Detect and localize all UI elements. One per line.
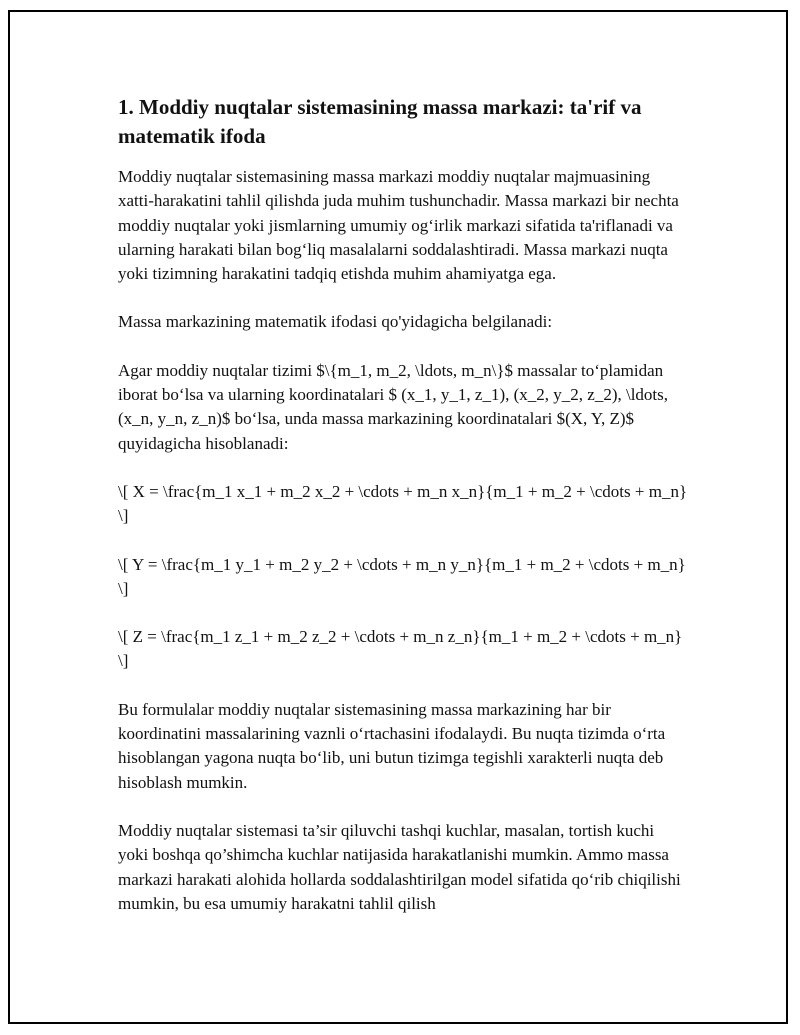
paragraph-definition-lead: Massa markazining matematik ifodasi qo'yidagicha belgilanadi: [118, 312, 553, 332]
paragraph-interpretation: Bu formulalar moddiy nuqtalar sistemasining massa markazining har bir koordinatini massalarining vaznli o‘rtachasini ifodalaydi. Bu nuqta tizimda o‘rta hisoblangan yagona nuqta bo‘lib, uni butun tizimga tegishli xarakterli nuqta deb hisoblash mumkin. [118, 699, 666, 792]
formula-x: \[ X = \frac{m_1 x_1 + m_2 x_2 + \cdots + m_n x_n}{m_1 + m_2 + \cdots + m_n} \] [118, 481, 688, 526]
formula-y: \[ Y = \frac{m_1 y_1 + m_2 y_2 + \cdots + m_n y_n}{m_1 + m_2 + \cdots + m_n} \] [118, 554, 686, 598]
section-heading: 1. Moddiy nuqtalar sistemasining massa markazi: ta'rif va matematik ifoda [118, 95, 642, 148]
document-content [118, 93, 688, 940]
paragraph-system-description: Agar moddiy nuqtalar tizimi $\{m_1, m_2, \ldots, m_n\}$ massalar to‘plamidan iborat bo‘lsa va ularning koordinatalari $ (x_1, y_1, z_1), (x_2, y_2, z_2), \ldots, (x_n, y_n, z_n)$ bo‘lsa, unda massa markazining koordinatalari $(X, Y, Z)$ quyidagicha hisoblanadi: [118, 360, 669, 453]
paragraph-intro: Moddiy nuqtalar sistemasining massa markazi moddiy nuqtalar majmuasining xatti-harakatini tahlil qilishda juda muhim tushunchadir. Massa markazi bir nechta moddiy nuqtalar yoki jismlarning umumiy og‘irlik markazi sifatida ta'riflanadi va ularning harakati bilan bog‘liq masalalarni soddalashtiradi. Massa markazi nuqta yoki tizimning harakatini tadqiq etishda muhim ahamiyatga ega. [118, 167, 679, 284]
document-page [8, 10, 788, 1024]
paragraph-external-forces: Moddiy nuqtalar sistemasi ta’sir qiluvchi tashqi kuchlar, masalan, tortish kuchi yoki boshqa qo’shimcha kuchlar natijasida harakatlanishi mumkin. Ammo massa markazi harakati alohida hollarda soddalashtirilgan model sifatida qo‘rib chiqilishi mumkin, bu esa umumiy harakatni tahlil qilish [118, 820, 681, 913]
formula-z: \[ Z = \frac{m_1 z_1 + m_2 z_2 + \cdots + m_n z_n}{m_1 + m_2 + \cdots + m_n} \] [118, 627, 683, 671]
